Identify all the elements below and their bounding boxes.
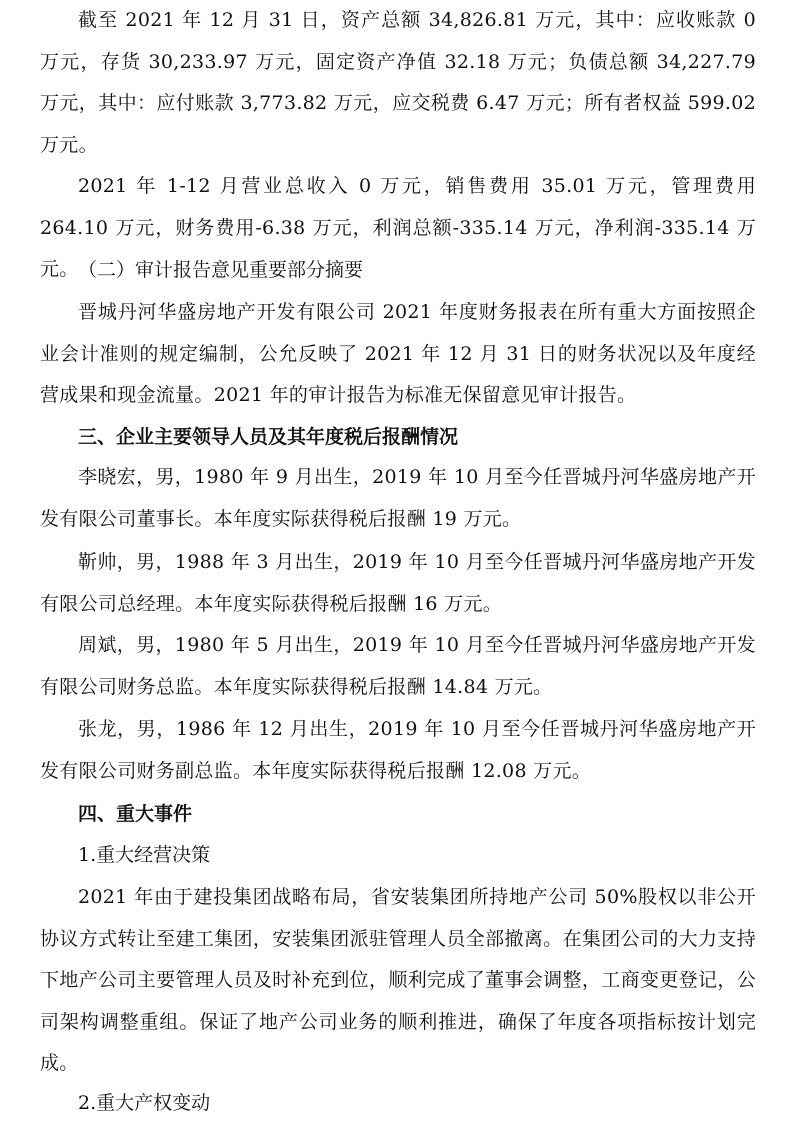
item1-heading: 1.重大经营决策 [78,844,211,866]
leader-paragraph-4: 张龙，男，1986 年 12 月出生，2019 年 10 月至今任晋城丹河华盛房地产开发有限公司财务副总监。本年度实际获得税后报酬 12.08 万元。 [40,718,756,782]
leader-paragraph-3: 周斌，男，1980 年 5 月出生，2019 年 10 月至今任晋城丹河华盛房地产开发有限公司财务总监。本年度实际获得税后报酬 14.84 万元。 [40,634,756,698]
income-paragraph: 2021 年 1-12 月营业总收入 0 万元，销售费用 35.01 万元，管理费用 264.10 万元，财务费用-6.38 万元，利润总额-335.14 万元，净利润-335.14 万元。 [40,175,756,280]
item2-heading: 2.重大产权变动 [78,1092,211,1114]
leader-paragraph-1: 李晓宏，男，1980 年 9 月出生，2019 年 10 月至今任晋城丹河华盛房地产开发有限公司董事长。本年度实际获得税后报酬 19 万元。 [40,466,756,530]
item1-paragraph: 2021 年由于建投集团战略布局，省安装集团所持地产公司 50%股权以非公开协议方式转让至建工集团，安装集团派驻管理人员全部撤离。在集团公司的大力支持下地产公司主要管理人员及时补充到位，顺利完成了董事会调整，工商变更登记，公司架构调整重组。保证了地产公司业务的顺利推进，确保了年度各项指标按计划完成。 [40,886,756,1074]
section4-heading: 四、重大事件 [78,803,193,825]
assets-paragraph: 截至 2021 年 12 月 31 日，资产总额 34,826.81 万元，其中：应收账款 0 万元，存货 30,233.97 万元，固定资产净值 32.18 万元；负债总额 34,227.79 万元，其中：应付账款 3,773.82 万元，应交税费 6.47 万元；所有者权益 599.02 万元。 [40,9,756,156]
audit-paragraph: 晋城丹河华盛房地产开发有限公司 2021 年度财务报表在所有重大方面按照企业会计准则的规定编制，公允反映了 2021 年 12 月 31 日的财务状况以及年度经营成果和现金流量。2021 年的审计报告为标准无保留意见审计报告。 [40,301,756,406]
leader-paragraph-2: 靳帅，男，1988 年 3 月出生，2019 年 10 月至今任晋城丹河华盛房地产开发有限公司总经理。本年度实际获得税后报酬 16 万元。 [40,551,756,615]
audit-heading: （二）审计报告意见重要部分摘要 [78,259,364,281]
section3-heading: 三、企业主要领导人员及其年度税后报酬情况 [78,426,459,448]
